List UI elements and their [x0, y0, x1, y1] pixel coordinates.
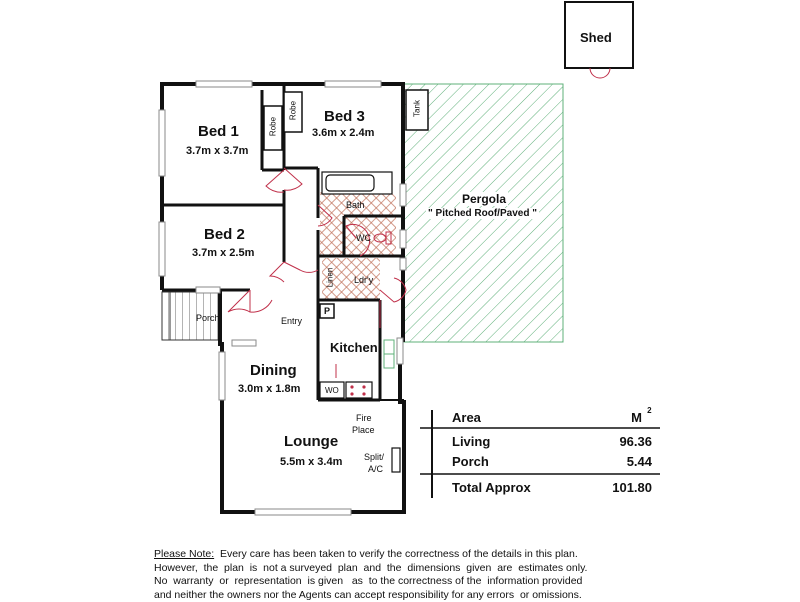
area-table	[420, 404, 660, 500]
bed2-dims: 3.7m x 2.5m	[192, 247, 254, 259]
shed-name: Shed	[580, 30, 612, 45]
porch-name: Porch	[196, 313, 220, 323]
disclaimer-heading: Please Note:	[154, 548, 214, 560]
area-table-header	[452, 410, 652, 425]
bed3-dims: 3.6m x 2.4m	[312, 127, 374, 139]
fireplace-line1: Fire	[356, 413, 372, 423]
disclaimer-line1	[154, 548, 604, 562]
split-ac-line2: A/C	[368, 464, 383, 474]
disclaimer-text1: Every care has been taken to verify the correctness of the details in this plan.	[220, 548, 578, 560]
area-header-label: Area	[452, 410, 481, 425]
area-row-total	[452, 480, 652, 495]
area-unit-sup: 2	[647, 406, 651, 415]
pantry-label: P	[324, 306, 330, 316]
bath-name: Bath	[346, 200, 365, 210]
area-row-porch	[452, 454, 652, 469]
kitchen-name: Kitchen	[330, 340, 378, 355]
bathtub	[322, 172, 392, 194]
wc-name: WC	[356, 233, 371, 243]
split-ac-unit	[392, 448, 400, 472]
disclaimer-line3: No warranty or representation is given as to the correctness of the information provided	[154, 575, 604, 589]
wall-oven-label: WO	[325, 386, 339, 395]
bed1-name: Bed 1	[198, 123, 239, 140]
area-row-living	[452, 434, 652, 449]
fireplace-line2: Place	[352, 425, 375, 435]
lounge-name: Lounge	[284, 433, 338, 450]
disclaimer-line4: and neither the owners nor the Agents can accept responsibility for any errors or omissions.	[154, 589, 604, 602]
area-row-value: 96.36	[619, 434, 652, 449]
disclaimer	[154, 548, 604, 602]
pergola-name: Pergola	[460, 192, 508, 206]
dining-dims: 3.0m x 1.8m	[238, 383, 300, 395]
pergola-note: " Pitched Roof/Paved "	[426, 208, 539, 219]
bed3-name: Bed 3	[324, 108, 365, 125]
laundry-name: Ldr'y	[354, 275, 373, 285]
robe2-label: Robe	[289, 97, 298, 125]
split-ac-line1: Split/	[364, 452, 384, 462]
tank-label: Tank	[413, 94, 422, 124]
bed1-dims: 3.7m x 3.7m	[186, 145, 248, 157]
entry-name: Entry	[281, 316, 302, 326]
area-row-value: 5.44	[627, 454, 652, 469]
linen-label: Linen	[326, 263, 335, 293]
area-unit: M	[631, 410, 642, 425]
area-row-label: Porch	[452, 454, 489, 469]
area-total-label: Total Approx	[452, 480, 531, 495]
area-row-label: Living	[452, 434, 490, 449]
area-header-unit	[631, 410, 642, 425]
bed2-name: Bed 2	[204, 226, 245, 243]
lounge-dims: 5.5m x 3.4m	[280, 456, 342, 468]
disclaimer-line2: However, the plan is not a surveyed plan and the dimensions given are estimates only.	[154, 562, 604, 576]
area-total-value: 101.80	[612, 480, 652, 495]
dining-name: Dining	[250, 362, 297, 379]
robe1-label: Robe	[269, 113, 278, 141]
